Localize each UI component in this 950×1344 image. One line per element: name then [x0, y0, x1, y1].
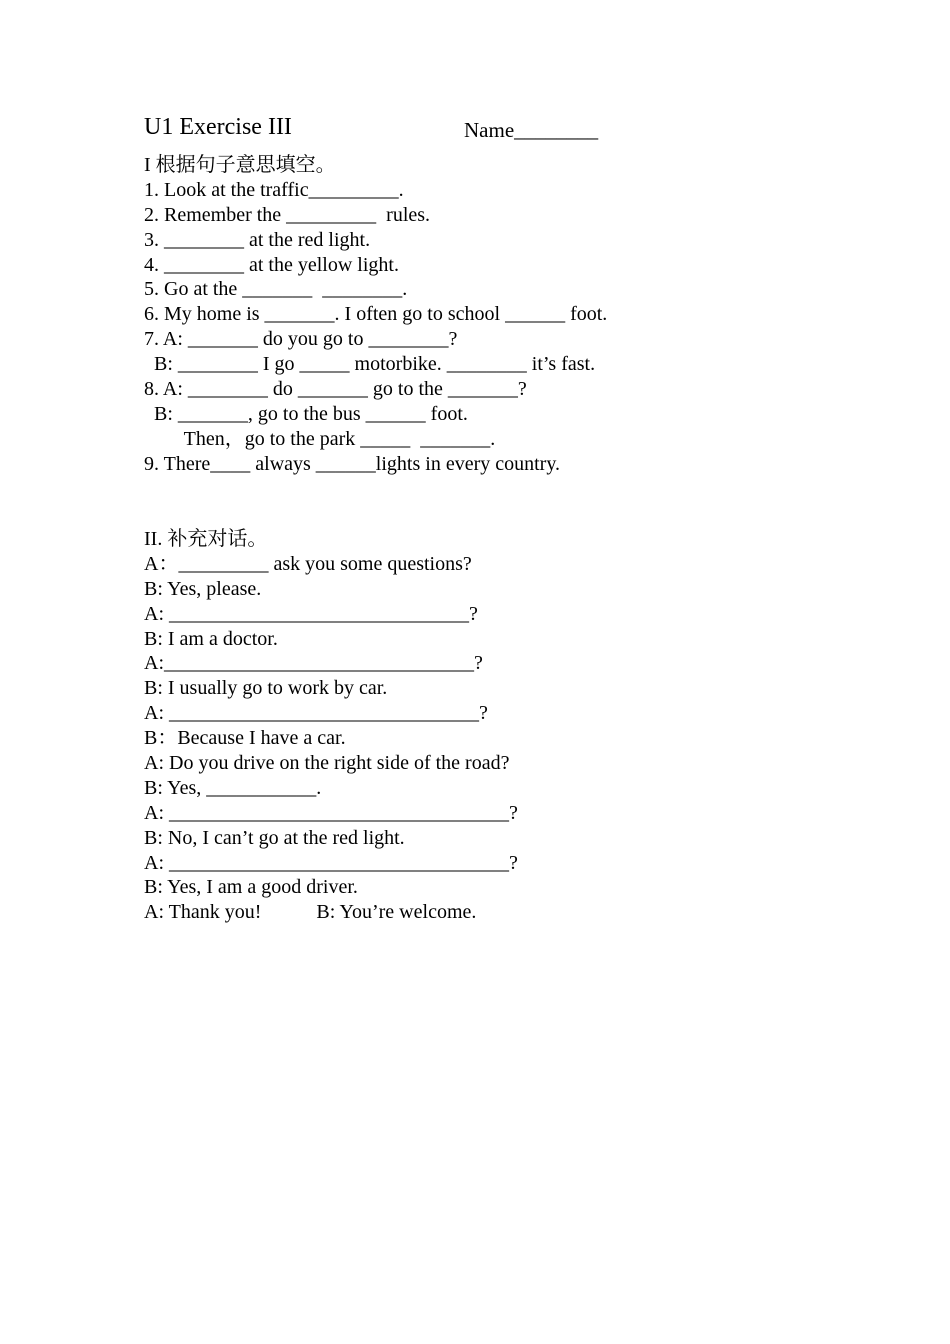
dialogue-line: A: ______________________________?: [144, 602, 478, 625]
dialogue-line: B: I usually go to work by car.: [144, 677, 388, 700]
dialogue-line: B: I am a doctor.: [144, 627, 278, 650]
exercise-line: 3. ________ at the red light.: [144, 228, 371, 251]
exercise-line: 2. Remember the _________ rules.: [144, 203, 431, 226]
exercise-line: 5. Go at the _______ ________.: [144, 278, 408, 301]
exercise-line: B: ________ I go _____ motorbike. ________ it’s fast.: [144, 353, 596, 376]
dialogue-line: B：Because I have a car.: [144, 727, 346, 750]
dialogue-line: A: Do you drive on the right side of the road?: [144, 752, 510, 775]
dialogue-line: B: Yes, I am a good driver.: [144, 876, 358, 899]
exercise-line: B: _______, go to the bus ______ foot.: [144, 402, 468, 425]
name-field: Name________: [464, 118, 599, 142]
dialogue-line: A：_________ ask you some questions?: [144, 552, 472, 575]
exercise-line: 1. Look at the traffic_________.: [144, 178, 404, 201]
exercise-line: 7. A: _______ do you go to ________?: [144, 328, 458, 351]
section-heading: II. 补充对话。: [144, 528, 268, 550]
exercise-line: 4. ________ at the yellow light.: [144, 253, 399, 276]
header: [144, 114, 744, 146]
section-dialogue: [144, 527, 844, 925]
exercise-line: 9. There____ always ______lights in every country.: [144, 452, 561, 475]
dialogue-line: B: No, I can’t go at the red light.: [144, 826, 405, 849]
page-title: U1 Exercise III: [144, 114, 292, 140]
section-heading: I 根据句子意思填空。: [144, 154, 336, 176]
dialogue-line: B: Yes, please.: [144, 577, 262, 600]
exercise-line: Then，go to the park _____ _______.: [144, 427, 496, 450]
section-fill-in-blanks: [144, 153, 844, 477]
dialogue-line: A: __________________________________?: [144, 851, 518, 874]
dialogue-line: A: __________________________________?: [144, 801, 518, 824]
exercise-line: 8. A: ________ do _______ go to the _______?: [144, 378, 527, 401]
dialogue-line: B: Yes, ___________.: [144, 776, 322, 799]
dialogue-line: A: Thank you! B: You’re welcome.: [144, 901, 477, 924]
dialogue-line: A: _______________________________?: [144, 702, 488, 725]
exercise-line: 6. My home is _______. I often go to school ______ foot.: [144, 303, 608, 326]
dialogue-line: A:_______________________________?: [144, 652, 483, 675]
